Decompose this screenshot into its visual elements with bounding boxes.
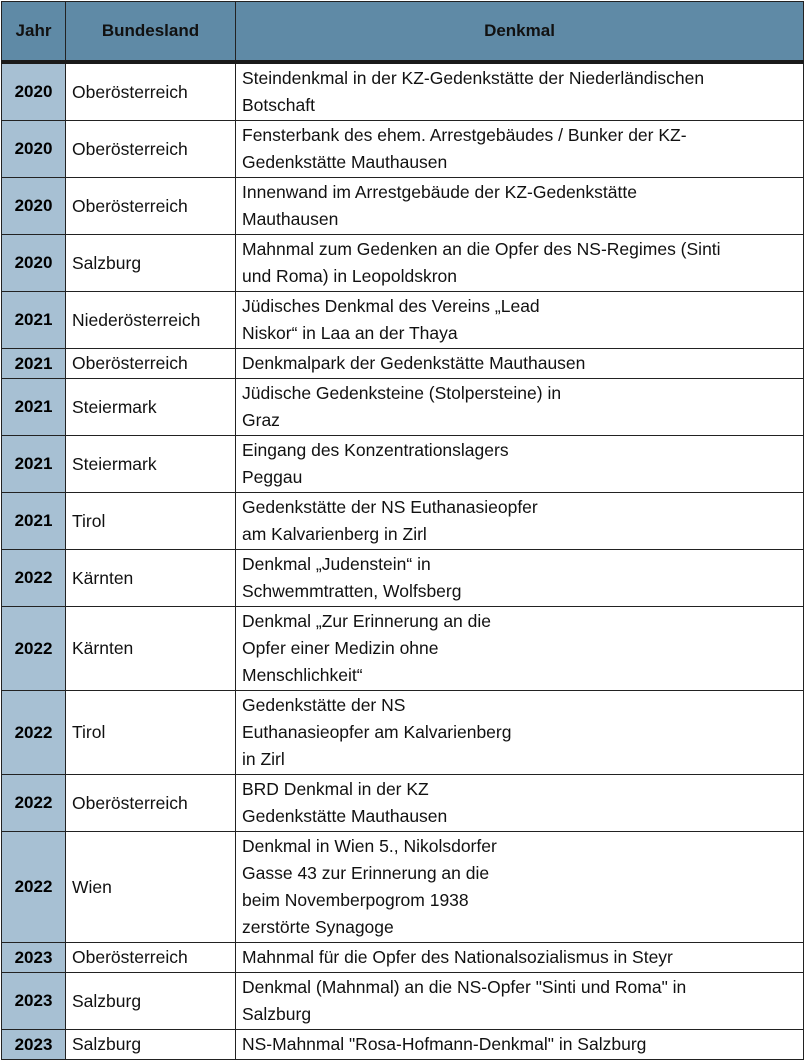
cell-year: 2022 (2, 550, 66, 607)
cell-monument: Gedenkstätte der NS Euthanasieopfer am Kalvarienberg in Zirl (236, 493, 804, 550)
cell-year: 2022 (2, 832, 66, 943)
table-row (2, 1030, 804, 1060)
cell-state: Oberösterreich (66, 943, 236, 973)
table-row (2, 178, 804, 235)
cell-year: 2020 (2, 121, 66, 178)
cell-state: Tirol (66, 691, 236, 775)
cell-state: Niederösterreich (66, 292, 236, 349)
cell-state: Kärnten (66, 550, 236, 607)
table-row (2, 493, 804, 550)
cell-state: Kärnten (66, 607, 236, 691)
cell-state: Oberösterreich (66, 349, 236, 379)
table-row (2, 235, 804, 292)
cell-year: 2020 (2, 235, 66, 292)
cell-year: 2021 (2, 493, 66, 550)
cell-monument: Denkmalpark der Gedenkstätte Mauthausen (236, 349, 804, 379)
table-row (2, 349, 804, 379)
cell-monument: Jüdische Gedenksteine (Stolpersteine) in Graz (236, 379, 804, 436)
cell-year: 2023 (2, 973, 66, 1030)
header-state: Bundesland (66, 2, 236, 63)
cell-state: Oberösterreich (66, 178, 236, 235)
table-row (2, 121, 804, 178)
cell-monument: Denkmal in Wien 5., Nikolsdorfer Gasse 43 zur Erinnerung an die beim Novemberpogrom 1938 zerstörte Synagoge (236, 832, 804, 943)
table-row (2, 607, 804, 691)
cell-monument: Steindenkmal in der KZ-Gedenkstätte der Niederländischen Botschaft (236, 62, 804, 121)
monument-table (1, 1, 804, 1060)
cell-year: 2021 (2, 436, 66, 493)
cell-year: 2023 (2, 1030, 66, 1060)
cell-year: 2021 (2, 349, 66, 379)
cell-state: Oberösterreich (66, 775, 236, 832)
header-monument: Denkmal (236, 2, 804, 63)
cell-state: Salzburg (66, 235, 236, 292)
table-row (2, 379, 804, 436)
cell-year: 2022 (2, 775, 66, 832)
cell-monument: Denkmal (Mahnmal) an die NS-Opfer "Sinti und Roma" in Salzburg (236, 973, 804, 1030)
cell-monument: Denkmal „Zur Erinnerung an die Opfer einer Medizin ohne Menschlichkeit“ (236, 607, 804, 691)
table-row (2, 62, 804, 121)
table-body (2, 62, 804, 1060)
cell-year: 2022 (2, 607, 66, 691)
table-row (2, 943, 804, 973)
cell-monument: Mahnmal zum Gedenken an die Opfer des NS-Regimes (Sinti und Roma) in Leopoldskron (236, 235, 804, 292)
cell-monument: Fensterbank des ehem. Arrestgebäudes / Bunker der KZ- Gedenkstätte Mauthausen (236, 121, 804, 178)
cell-year: 2021 (2, 292, 66, 349)
cell-state: Wien (66, 832, 236, 943)
cell-monument: Mahnmal für die Opfer des Nationalsozialismus in Steyr (236, 943, 804, 973)
table-row (2, 292, 804, 349)
cell-year: 2020 (2, 62, 66, 121)
cell-monument: Jüdisches Denkmal des Vereins „Lead Niskor“ in Laa an der Thaya (236, 292, 804, 349)
table-row (2, 832, 804, 943)
header-year: Jahr (2, 2, 66, 63)
monument-table-container (1, 1, 803, 1060)
cell-monument: Innenwand im Arrestgebäude der KZ-Gedenkstätte Mauthausen (236, 178, 804, 235)
cell-monument: Eingang des Konzentrationslagers Peggau (236, 436, 804, 493)
cell-state: Oberösterreich (66, 121, 236, 178)
cell-state: Steiermark (66, 379, 236, 436)
cell-year: 2023 (2, 943, 66, 973)
cell-monument: Gedenkstätte der NS Euthanasieopfer am Kalvarienberg in Zirl (236, 691, 804, 775)
cell-state: Salzburg (66, 1030, 236, 1060)
cell-year: 2021 (2, 379, 66, 436)
cell-state: Steiermark (66, 436, 236, 493)
header-row (2, 2, 804, 63)
cell-state: Salzburg (66, 973, 236, 1030)
cell-monument: BRD Denkmal in der KZ Gedenkstätte Mauthausen (236, 775, 804, 832)
cell-state: Tirol (66, 493, 236, 550)
cell-monument: Denkmal „Judenstein“ in Schwemmtratten, Wolfsberg (236, 550, 804, 607)
cell-year: 2022 (2, 691, 66, 775)
table-header (2, 2, 804, 63)
cell-state: Oberösterreich (66, 62, 236, 121)
table-row (2, 973, 804, 1030)
table-row (2, 775, 804, 832)
cell-year: 2020 (2, 178, 66, 235)
table-row (2, 436, 804, 493)
table-row (2, 550, 804, 607)
cell-monument: NS-Mahnmal "Rosa-Hofmann-Denkmal" in Salzburg (236, 1030, 804, 1060)
table-row (2, 691, 804, 775)
